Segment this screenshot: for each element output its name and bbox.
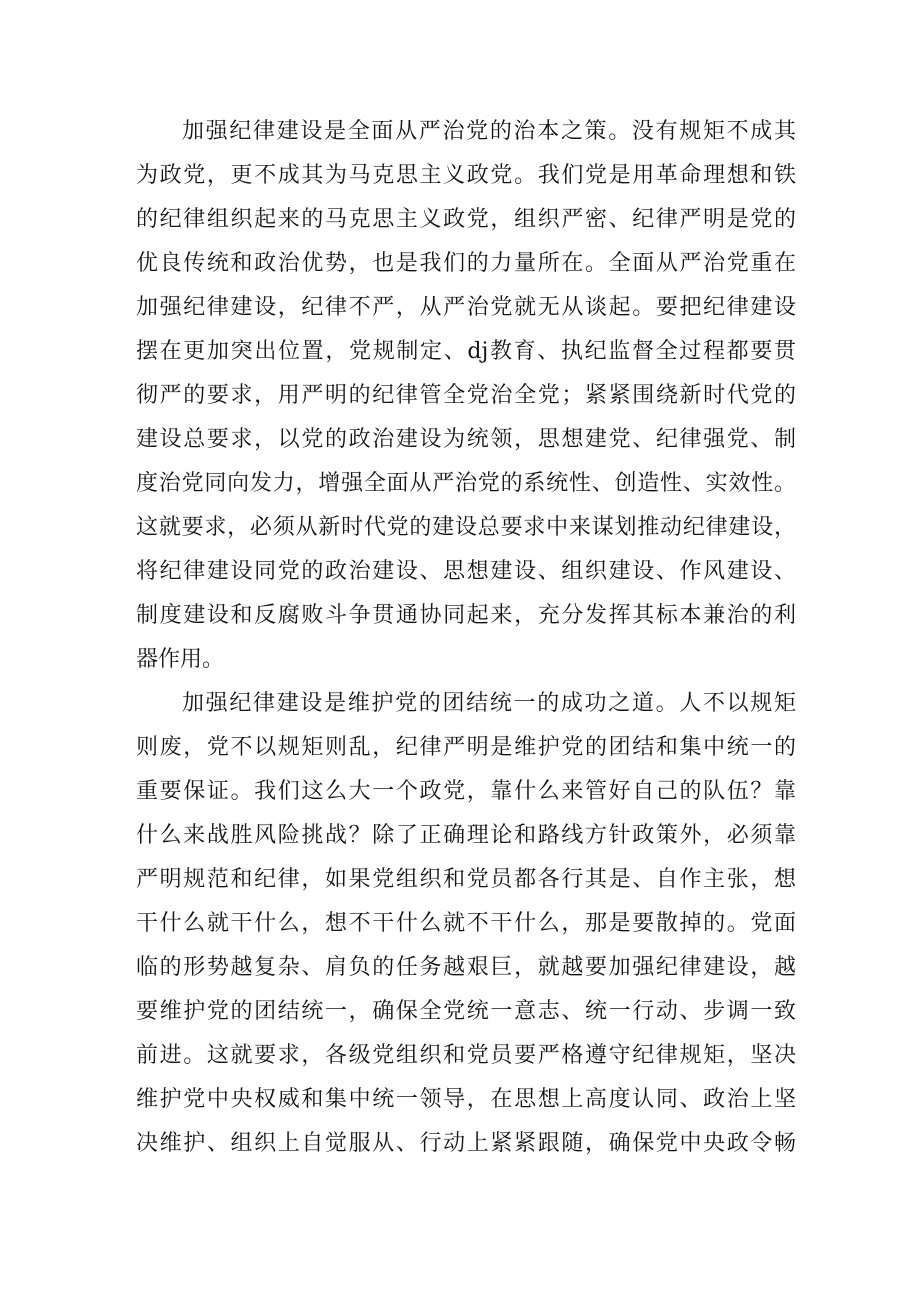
paragraph-line: 的纪律组织起来的马克思主义政党，组织严密、纪律严明是党的 (136, 207, 796, 232)
paragraph-line: 严明规范和纪律，如果党组织和党员都各行其是、自作主张，想 (136, 867, 796, 892)
paragraph-line: 优良传统和政治优势，也是我们的力量所在。全面从严治党重在 (136, 251, 796, 276)
paragraph-line: 彻严的要求，用严明的纪律管全党治全党；紧紧围绕新时代党的 (136, 383, 796, 408)
paragraph-line: 加强纪律建设是维护党的团结统一的成功之道。人不以规矩 (182, 691, 796, 716)
paragraph-line: 要维护党的团结统一，确保全党统一意志、统一行动、步调一致 (136, 999, 796, 1024)
body-text (136, 110, 796, 1166)
paragraph-line: 决维护、组织上自觉服从、行动上紧紧跟随，确保党中央政令畅 (136, 1131, 796, 1156)
paragraph-line: 加强纪律建设，纪律不严，从严治党就无从谈起。要把纪律建设 (136, 295, 796, 320)
paragraph-line: 度治党同向发力，增强全面从严治党的系统性、创造性、实效性。 (136, 471, 796, 496)
paragraph-line: 维护党中央权威和集中统一领导，在思想上高度认同、政治上坚 (136, 1087, 796, 1112)
paragraph-line: 器作用。 (136, 647, 225, 672)
paragraph-line: 干什么就干什么，想不干什么就不干什么，那是要散掉的。党面 (136, 911, 796, 936)
paragraph-line: 前进。这就要求，各级党组织和党员要严格遵守纪律规矩，坚决 (136, 1043, 796, 1068)
paragraph-line: 什么来战胜风险挑战？除了正确理论和路线方针政策外，必须靠 (136, 823, 796, 848)
paragraph-1 (136, 110, 796, 682)
paragraph-line: 建设总要求，以党的政治建设为统领，思想建党、纪律强党、制 (136, 427, 796, 452)
paragraph-line: 加强纪律建设是全面从严治党的治本之策。没有规矩不成其 (182, 119, 796, 144)
paragraph-line: 则废，党不以规矩则乱，纪律严明是维护党的团结和集中统一的 (136, 735, 796, 760)
paragraph-line: 摆在更加突出位置，党规制定、dj教育、执纪监督全过程都要贯 (136, 339, 796, 364)
paragraph-line: 制度建设和反腐败斗争贯通协同起来，充分发挥其标本兼治的利 (136, 603, 796, 628)
paragraph-line: 将纪律建设同党的政治建设、思想建设、组织建设、作风建设、 (136, 559, 796, 584)
paragraph-2 (136, 682, 796, 1166)
paragraph-line: 重要保证。我们这么大一个政党，靠什么来管好自己的队伍？靠 (136, 779, 796, 804)
paragraph-line: 这就要求，必须从新时代党的建设总要求中来谋划推动纪律建设， (136, 515, 796, 540)
paragraph-line: 为政党，更不成其为马克思主义政党。我们党是用革命理想和铁 (136, 163, 796, 188)
paragraph-line: 临的形势越复杂、肩负的任务越艰巨，就越要加强纪律建设，越 (136, 955, 796, 980)
